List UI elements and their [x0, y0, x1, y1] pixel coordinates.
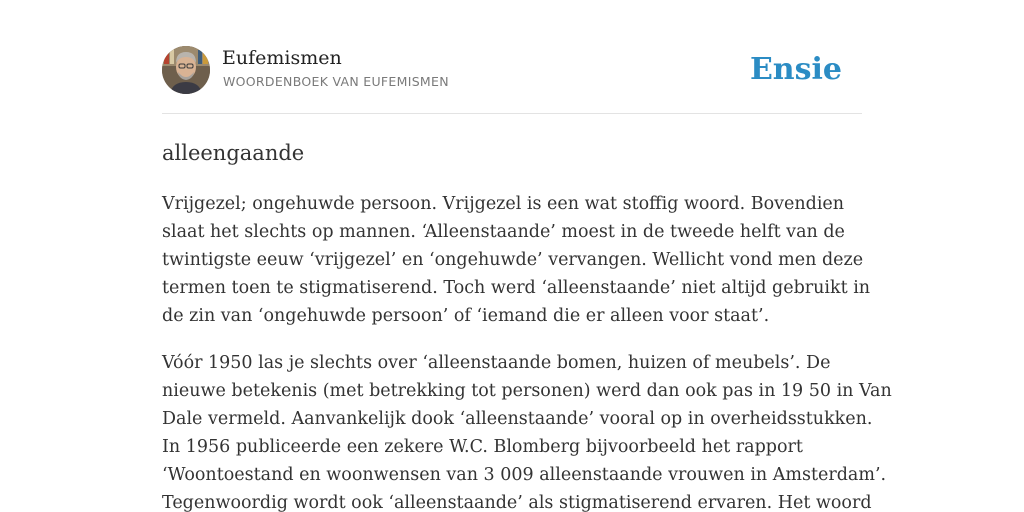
text-line: slaat het slechts op mannen. ‘Alleenstaande’ moest in de tweede helft van de: [162, 222, 845, 242]
article-paragraph: [162, 349, 892, 512]
text-line: Vóór 1950 las je slechts over ‘alleenstaande bomen, huizen of meubels’. De: [162, 353, 831, 373]
text-line: termen toen te stigmatiserend. Toch werd ‘alleenstaande’ niet altijd gebruikt in: [162, 278, 871, 298]
author-avatar[interactable]: [162, 46, 210, 94]
avatar-portrait-icon: [162, 46, 210, 94]
text-line: twintigste eeuw ‘vrijgezel’ en ‘ongehuwde’ vervangen. Wellicht vond men deze: [162, 250, 864, 270]
site-header: [162, 46, 862, 96]
text-line: nieuwe betekenis (met betrekking tot personen) werd dan ook pas in 19 50 in Van: [162, 381, 892, 401]
text-line: Tegenwoordig wordt ook ‘alleenstaande’ als stigmatiserend ervaren. Het woord: [162, 493, 872, 512]
brand-logo-link[interactable]: Ensie: [749, 52, 842, 87]
text-line: de zin van ‘ongehuwde persoon’ of ‘iemand die er alleen voor staat’.: [162, 306, 770, 326]
text-line: Vrijgezel; ongehuwde persoon. Vrijgezel is een wat stoffig woord. Bovendien: [162, 194, 845, 214]
article-paragraph: [162, 190, 871, 330]
article-body: [162, 190, 892, 512]
text-line: ‘Woontoestand en woonwensen van 3 009 alleenstaande vrouwen in Amsterdam’.: [162, 465, 887, 485]
site-subtitle[interactable]: WOORDENBOEK VAN EUFEMISMEN: [223, 74, 449, 89]
page-title: alleengaande: [162, 141, 305, 165]
text-line: In 1956 publiceerde een zekere W.C. Blomberg bijvoorbeeld het rapport: [162, 437, 803, 457]
header-divider: [162, 113, 862, 114]
site-name[interactable]: Eufemismen: [222, 47, 342, 69]
text-line: Dale vermeld. Aanvankelijk dook ‘alleenstaande’ vooral op in overheidsstukken.: [162, 409, 873, 429]
